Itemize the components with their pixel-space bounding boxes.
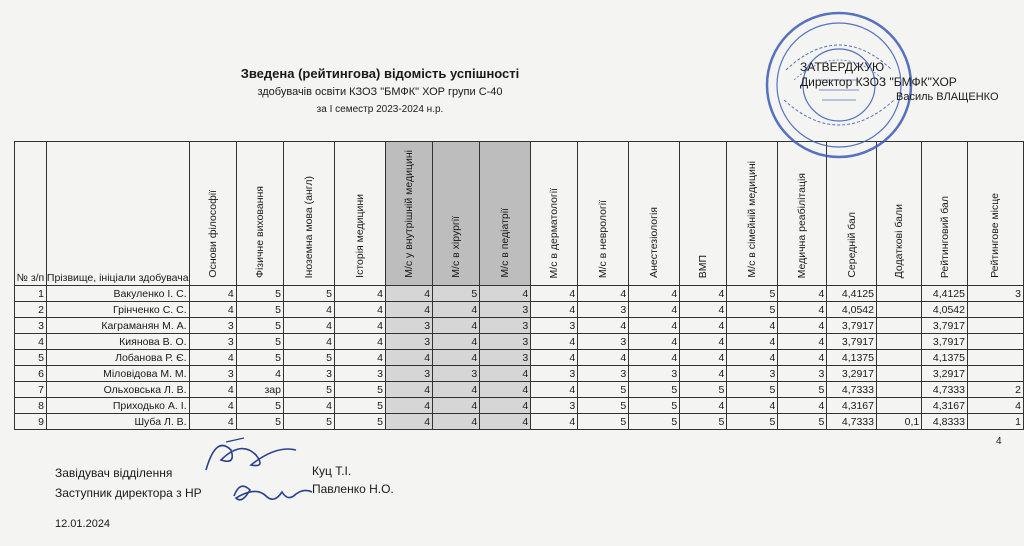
- table-cell: 8: [15, 398, 47, 414]
- table-cell: 3: [385, 318, 432, 334]
- table-cell: 4: [480, 382, 531, 398]
- table-cell: 4: [385, 286, 432, 302]
- table-cell: 5: [236, 302, 283, 318]
- header-subject-label: М/с в сімейній медицині: [746, 161, 759, 278]
- table-cell: 4: [531, 302, 578, 318]
- header-subject: [283, 142, 334, 286]
- table-cell: 4,7333: [827, 382, 877, 398]
- table-cell: 3,7917: [922, 334, 968, 350]
- table-cell: 3: [531, 318, 578, 334]
- grades-table: [14, 141, 1024, 430]
- header-subject-label: Іноземна мова (англ): [302, 175, 315, 278]
- table-row: [15, 318, 1024, 334]
- table-cell: 3: [433, 366, 480, 382]
- table-cell: 1: [15, 286, 47, 302]
- table-cell: 3,2917: [922, 366, 968, 382]
- table-cell: 4: [727, 334, 778, 350]
- table-cell: 5: [727, 286, 778, 302]
- header-subject-label: М/с в дерматології: [548, 187, 561, 278]
- header-subject-label: М/с в хірургії: [450, 216, 463, 278]
- table-cell: 5: [334, 414, 385, 430]
- table-cell: 3: [967, 286, 1023, 302]
- header-subject: [827, 142, 877, 286]
- table-cell: [877, 366, 922, 382]
- table-cell: 6: [15, 366, 47, 382]
- table-cell: 3: [480, 334, 531, 350]
- table-cell: 4: [385, 414, 432, 430]
- table-cell: 4: [334, 302, 385, 318]
- table-cell: 4: [189, 414, 236, 430]
- table-cell: 5: [578, 398, 629, 414]
- header-subject-label: Фізичне виховання: [253, 185, 266, 278]
- table-cell: 4: [283, 334, 334, 350]
- table-cell: [967, 366, 1023, 382]
- header-subject: [680, 142, 727, 286]
- table-cell: Приходько А. І.: [46, 398, 189, 414]
- table-cell: 3: [189, 366, 236, 382]
- table-cell: 3: [189, 334, 236, 350]
- table-cell: [877, 302, 922, 318]
- table-cell: 4: [283, 302, 334, 318]
- semester-label: за І семестр 2023-2024 н.р.: [316, 104, 444, 115]
- table-cell: 5: [629, 382, 680, 398]
- table-cell: 5: [334, 382, 385, 398]
- table-cell: 4: [531, 286, 578, 302]
- table-cell: 5: [236, 398, 283, 414]
- table-cell: 4: [433, 414, 480, 430]
- table-cell: [967, 302, 1023, 318]
- table-cell: 4: [680, 286, 727, 302]
- table-cell: 4: [727, 350, 778, 366]
- table-cell: 3: [15, 318, 47, 334]
- table-header-row: [15, 142, 1024, 286]
- table-cell: 5: [727, 382, 778, 398]
- header-subject: [236, 142, 283, 286]
- page-number: 4: [996, 436, 1002, 447]
- table-cell: 9: [15, 414, 47, 430]
- header-subject-label: Анестезіологія: [648, 207, 661, 278]
- header-subject: [727, 142, 778, 286]
- table-cell: 4,3167: [922, 398, 968, 414]
- table-row: [15, 334, 1024, 350]
- table-cell: 5: [15, 350, 47, 366]
- header-subject-label: Середній бал: [845, 212, 858, 278]
- table-row: [15, 302, 1024, 318]
- approval-heading: ЗАТВЕРДЖУЮ: [800, 60, 885, 74]
- table-cell: [877, 286, 922, 302]
- table-cell: 2: [967, 382, 1023, 398]
- table-cell: 3: [578, 302, 629, 318]
- table-cell: 4: [433, 382, 480, 398]
- deputy-name: Павленко Н.О.: [312, 482, 394, 496]
- table-row: [15, 286, 1024, 302]
- table-cell: 5: [578, 382, 629, 398]
- table-cell: 3: [189, 318, 236, 334]
- header-subject: [778, 142, 827, 286]
- table-cell: 3: [283, 366, 334, 382]
- table-cell: 4: [189, 350, 236, 366]
- table-cell: 5: [727, 302, 778, 318]
- table-cell: 4: [680, 302, 727, 318]
- table-cell: 5: [236, 414, 283, 430]
- head-name: Куц Т.І.: [312, 464, 352, 478]
- table-cell: 4,0542: [922, 302, 968, 318]
- table-cell: 3: [385, 366, 432, 382]
- table-cell: 3: [629, 366, 680, 382]
- table-cell: 4: [629, 318, 680, 334]
- header-number: № з/п: [15, 142, 47, 286]
- table-cell: 5: [236, 318, 283, 334]
- header-subject-label: Рейтингове місце: [989, 193, 1002, 278]
- table-cell: 4,8333: [922, 414, 968, 430]
- header-subject: [629, 142, 680, 286]
- header-subject-label: М/с у внутрішній медицині: [403, 150, 416, 278]
- table-cell: 5: [680, 414, 727, 430]
- table-cell: [967, 318, 1023, 334]
- table-cell: 3: [531, 398, 578, 414]
- header-subject-label: Додаткові бали: [893, 203, 906, 278]
- table-cell: 5: [283, 286, 334, 302]
- table-cell: 4: [334, 286, 385, 302]
- table-cell: зар: [236, 382, 283, 398]
- header-subject-label: М/с в неврології: [597, 199, 610, 278]
- table-cell: 4: [531, 414, 578, 430]
- table-cell: 2: [15, 302, 47, 318]
- header-subject-label: Історія медицини: [353, 194, 366, 278]
- table-cell: 5: [778, 414, 827, 430]
- table-cell: 4: [680, 366, 727, 382]
- table-cell: 4: [778, 302, 827, 318]
- table-cell: 5: [236, 350, 283, 366]
- table-cell: 4: [727, 318, 778, 334]
- table-cell: 5: [680, 382, 727, 398]
- table-cell: [877, 318, 922, 334]
- table-cell: 4: [334, 334, 385, 350]
- table-cell: 4: [334, 350, 385, 366]
- table-cell: 4: [778, 318, 827, 334]
- table-cell: 4: [283, 398, 334, 414]
- table-cell: [877, 334, 922, 350]
- table-cell: 4: [433, 334, 480, 350]
- table-cell: 4: [778, 286, 827, 302]
- signature-icon: [196, 430, 306, 480]
- table-cell: 4: [531, 382, 578, 398]
- header-subject: [433, 142, 480, 286]
- table-cell: 4: [778, 398, 827, 414]
- table-cell: 5: [578, 414, 629, 430]
- header-subject: [385, 142, 432, 286]
- table-cell: 5: [433, 286, 480, 302]
- table-cell: Грінченко С. С.: [46, 302, 189, 318]
- table-cell: 3: [334, 366, 385, 382]
- table-cell: 5: [283, 350, 334, 366]
- signature-icon: [226, 476, 316, 510]
- table-cell: 4: [778, 350, 827, 366]
- table-cell: 3,7917: [922, 318, 968, 334]
- header-subject-label: Медична реабілітація: [796, 172, 809, 278]
- table-cell: 4: [629, 286, 680, 302]
- table-row: [15, 382, 1024, 398]
- table-cell: 4,4125: [827, 286, 877, 302]
- table-cell: 4,0542: [827, 302, 877, 318]
- header-subject-label: Основи філософії: [206, 190, 219, 278]
- table-cell: 3,2917: [827, 366, 877, 382]
- table-cell: 4: [680, 318, 727, 334]
- table-cell: 4,4125: [922, 286, 968, 302]
- table-cell: 4: [480, 414, 531, 430]
- header-subject: [967, 142, 1023, 286]
- table-cell: 4: [778, 334, 827, 350]
- table-row: [15, 350, 1024, 366]
- table-cell: [967, 350, 1023, 366]
- table-cell: 3: [385, 334, 432, 350]
- table-cell: 3: [578, 366, 629, 382]
- table-cell: Киянова В. О.: [46, 334, 189, 350]
- table-cell: 4: [629, 334, 680, 350]
- document-subtitle: здобувачів освіти КЗОЗ "БМФК" ХОР групи С-40: [257, 86, 503, 98]
- table-cell: 0,1: [877, 414, 922, 430]
- table-cell: 4: [578, 286, 629, 302]
- document-date: 12.01.2024: [55, 518, 111, 530]
- approval-position: Директор КЗОЗ "БМФК"ХОР: [800, 75, 957, 89]
- table-cell: [967, 334, 1023, 350]
- table-cell: 3,7917: [827, 334, 877, 350]
- table-cell: 3: [480, 318, 531, 334]
- table-cell: 4: [189, 398, 236, 414]
- table-cell: 4: [433, 350, 480, 366]
- table-cell: 4: [531, 334, 578, 350]
- header-subject: [480, 142, 531, 286]
- table-cell: 4: [531, 350, 578, 366]
- header-subject-label: ВМП: [697, 254, 710, 278]
- header-subject: [189, 142, 236, 286]
- header-subject: [922, 142, 968, 286]
- table-cell: 4: [433, 398, 480, 414]
- table-cell: 4: [189, 302, 236, 318]
- table-cell: 4: [680, 398, 727, 414]
- table-cell: 5: [334, 398, 385, 414]
- head-title: Завідувач відділення: [55, 466, 173, 480]
- table-cell: Шуба Л. В.: [46, 414, 189, 430]
- header-subject: [334, 142, 385, 286]
- table-cell: 4: [433, 318, 480, 334]
- table-row: [15, 414, 1024, 430]
- table-cell: 4: [283, 318, 334, 334]
- table-cell: 4: [236, 366, 283, 382]
- table-cell: 4: [433, 302, 480, 318]
- approval-signer: Василь ВЛАЩЕНКО: [896, 91, 999, 103]
- table-cell: Ольховська Л. В.: [46, 382, 189, 398]
- table-cell: 4: [385, 398, 432, 414]
- table-body: [15, 286, 1024, 430]
- table-row: [15, 398, 1024, 414]
- table-cell: 5: [727, 414, 778, 430]
- table-cell: [877, 350, 922, 366]
- table-cell: 5: [629, 414, 680, 430]
- table-cell: 3: [727, 366, 778, 382]
- table-cell: 4: [629, 302, 680, 318]
- table-cell: Вакуленко І. С.: [46, 286, 189, 302]
- approval-block: [800, 60, 999, 105]
- table-cell: 4,1375: [827, 350, 877, 366]
- table-cell: 4: [334, 318, 385, 334]
- table-cell: 4,3167: [827, 398, 877, 414]
- table-cell: 4: [967, 398, 1023, 414]
- table-cell: 4,7333: [922, 382, 968, 398]
- table-cell: [877, 398, 922, 414]
- table-cell: [877, 382, 922, 398]
- table-cell: 1: [967, 414, 1023, 430]
- table-cell: 4: [578, 350, 629, 366]
- table-cell: 5: [778, 382, 827, 398]
- header-student-name: Прізвище, ініціали здобувача: [46, 142, 189, 286]
- table-cell: Лобанова Р. Є.: [46, 350, 189, 366]
- table-cell: 4: [629, 350, 680, 366]
- table-cell: 4: [189, 382, 236, 398]
- header-subject-label: М/с в педіатрії: [499, 208, 512, 278]
- table-cell: 4: [727, 398, 778, 414]
- deputy-title: Заступник директора з НР: [55, 486, 202, 500]
- table-cell: 4: [480, 366, 531, 382]
- table-cell: 5: [236, 286, 283, 302]
- table-cell: 4: [578, 318, 629, 334]
- table-cell: 3: [778, 366, 827, 382]
- table-cell: 5: [283, 414, 334, 430]
- table-cell: 5: [629, 398, 680, 414]
- table-cell: 3: [578, 334, 629, 350]
- table-cell: 4: [385, 382, 432, 398]
- table-cell: 3: [480, 302, 531, 318]
- header-subject: [578, 142, 629, 286]
- table-cell: 4: [680, 350, 727, 366]
- table-cell: 4: [385, 302, 432, 318]
- table-row: [15, 366, 1024, 382]
- table-cell: 3: [480, 350, 531, 366]
- header-subject: [877, 142, 922, 286]
- table-cell: 4: [189, 286, 236, 302]
- table-cell: 4: [480, 398, 531, 414]
- table-cell: 4: [680, 334, 727, 350]
- table-cell: 4: [480, 286, 531, 302]
- table-cell: 5: [236, 334, 283, 350]
- table-cell: Каграманян М. А.: [46, 318, 189, 334]
- table-cell: 5: [283, 382, 334, 398]
- document-title: Зведена (рейтингова) відомість успішності: [240, 66, 520, 81]
- header-subject: [531, 142, 578, 286]
- table-cell: 4: [385, 350, 432, 366]
- table-cell: 3,7917: [827, 318, 877, 334]
- table-cell: 4,7333: [827, 414, 877, 430]
- table-cell: 4,1375: [922, 350, 968, 366]
- table-cell: 3: [531, 366, 578, 382]
- header-subject-label: Рейтинговий бал: [938, 195, 951, 278]
- table-cell: 4: [15, 334, 47, 350]
- table-cell: 7: [15, 382, 47, 398]
- table-cell: Міловідова М. М.: [46, 366, 189, 382]
